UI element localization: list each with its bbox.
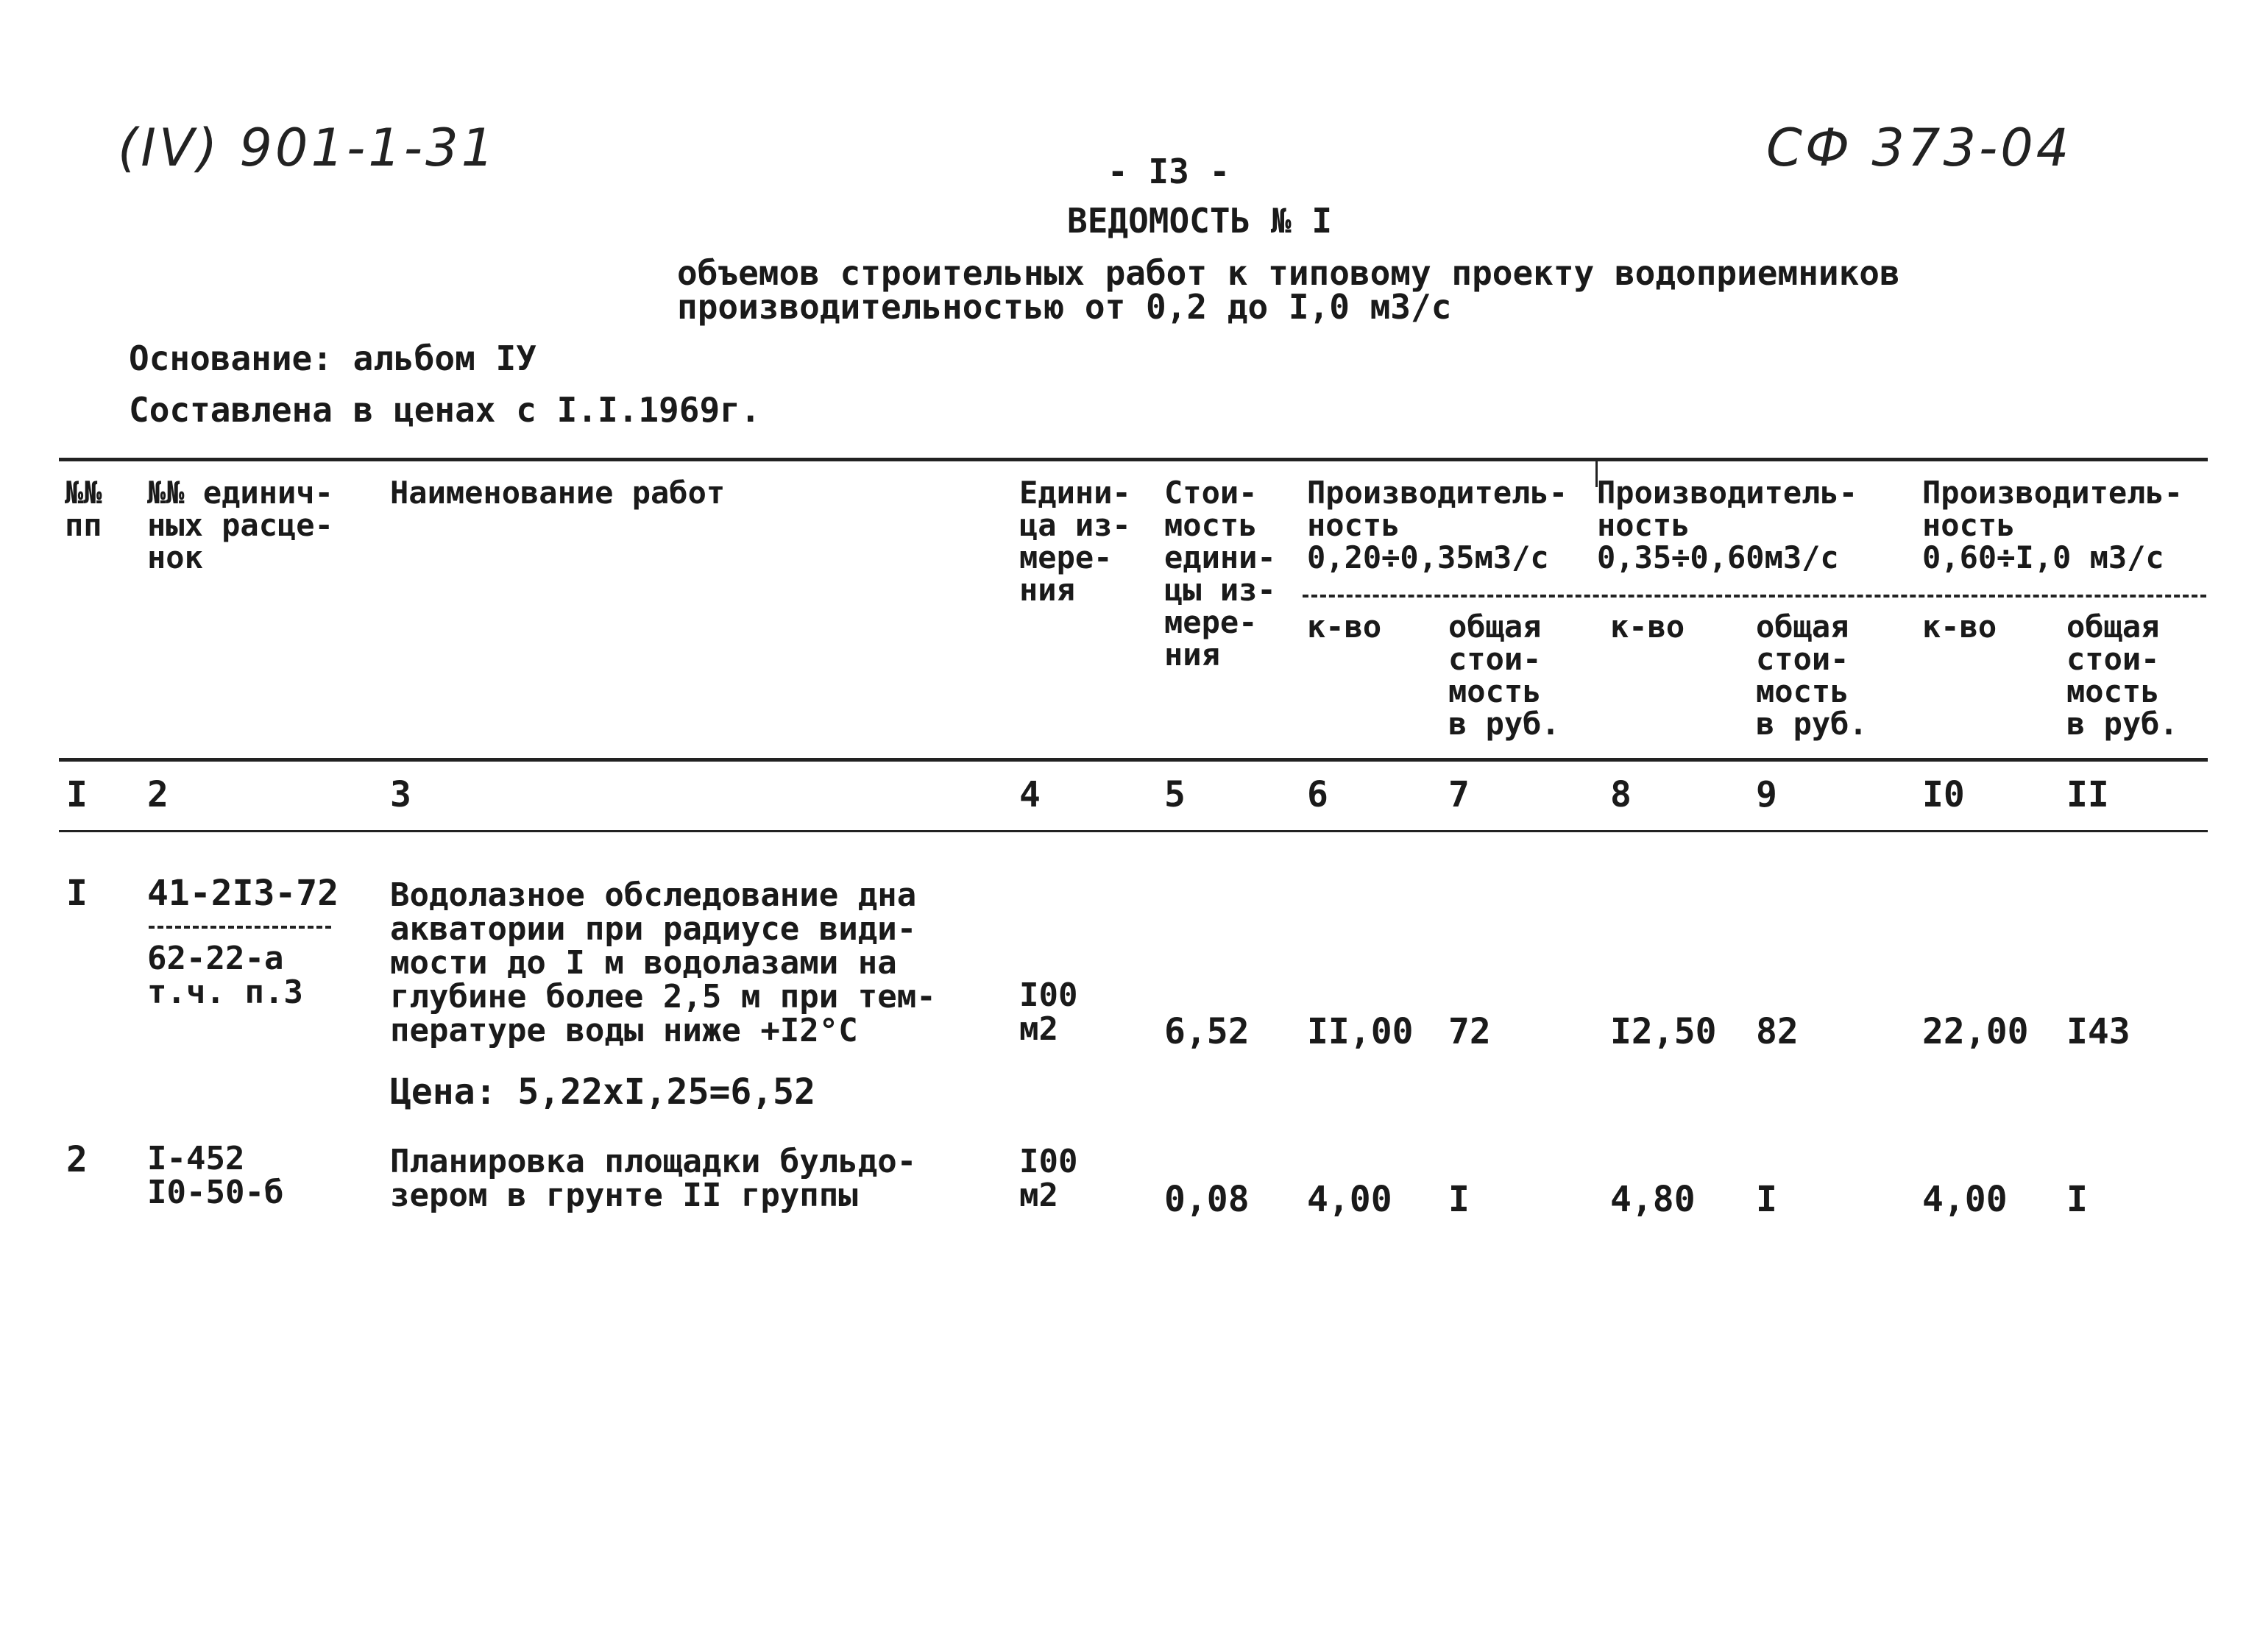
column-number-3: 3 — [390, 774, 411, 815]
header-unit-cost: Стои- мость едини- цы из- мере- ния — [1164, 475, 1276, 673]
column-number-1: I — [66, 774, 88, 815]
row-1-code-top: 41-2I3-72 — [147, 873, 339, 914]
column-number-2: 2 — [147, 774, 169, 815]
table-top-rule — [59, 458, 2208, 461]
header-capacity-group-1: Производитель- ность 0,20÷0,35м3/с — [1307, 475, 1568, 575]
column-number-9: 9 — [1756, 774, 1777, 815]
row-2-unit-cost: 0,08 — [1164, 1179, 1250, 1220]
row-1-price-note: Цена: 5,22хI,25=6,52 — [390, 1071, 815, 1113]
column-numbers-bottom-rule — [59, 830, 2208, 832]
basis-text: Основание: альбом IУ — [129, 338, 536, 378]
prices-text: Составлена в ценах с I.I.1969г. — [129, 390, 761, 430]
document-code-right: СФ 373-04 — [1766, 118, 2072, 178]
column-number-7: 7 — [1448, 774, 1470, 815]
column-number-11: II — [2066, 774, 2109, 815]
row-1-total-3: I43 — [2066, 1011, 2130, 1052]
header-unit: Едини- ца из- мере- ния — [1019, 475, 1131, 608]
row-1-work-name: Водолазное обследование дна акватории при радиусе види- мости до I м водолазами на глубине более 2,5 м при тем- пературе воды ниже +I2°С — [390, 876, 936, 1049]
header-qty-1: к-во — [1307, 609, 1382, 645]
column-number-10: I0 — [1922, 774, 1965, 815]
header-qty-2: к-во — [1610, 609, 1685, 645]
row-2-unit: I00 м2 — [1019, 1143, 1078, 1214]
row-1-total-1: 72 — [1448, 1011, 1491, 1052]
row-1-qty-1: II,00 — [1307, 1011, 1414, 1052]
row-1-number: I — [66, 873, 88, 914]
row-1-qty-2: I2,50 — [1610, 1011, 1717, 1052]
row-2-qty-2: 4,80 — [1610, 1179, 1696, 1220]
header-total-3: общая стои- мость в руб. — [2066, 609, 2178, 742]
row-2-qty-3: 4,00 — [1922, 1179, 2008, 1220]
header-rate-number: №№ единич- ных расце- нок — [147, 475, 333, 575]
row-2-code: I-452 I0-50-б — [147, 1140, 284, 1211]
header-capacity-group-2: Производитель- ность 0,35÷0,60м3/с — [1597, 475, 1858, 575]
row-2-total-2: I — [1756, 1179, 1777, 1220]
row-1-unit: I00 м2 — [1019, 976, 1078, 1048]
row-1-qty-3: 22,00 — [1922, 1011, 2029, 1052]
page-number: - I3 - — [1108, 152, 1230, 191]
header-row-number: №№ пп — [65, 475, 102, 543]
row-2-qty-1: 4,00 — [1307, 1179, 1392, 1220]
column-number-4: 4 — [1019, 774, 1041, 815]
row-1-total-2: 82 — [1756, 1011, 1799, 1052]
row-1-code-bottom: 62-22-а т.ч. п.3 — [147, 940, 303, 1011]
row-2-total-1: I — [1448, 1179, 1470, 1220]
row-1-code-divider — [149, 926, 331, 929]
header-bottom-rule — [59, 758, 2208, 762]
header-total-2: общая стои- мость в руб. — [1756, 609, 1868, 742]
header-group-dashed-rule — [1303, 595, 2206, 598]
column-number-5: 5 — [1164, 774, 1186, 815]
document-code-left: (IV) 901-1-31 — [118, 118, 497, 178]
subtitle-line-1: объемов строительных работ к типовому проекту водоприемников — [677, 253, 1900, 293]
column-number-6: 6 — [1307, 774, 1328, 815]
row-2-number: 2 — [66, 1139, 88, 1180]
row-2-work-name: Планировка площадки бульдо- зером в грунте II группы — [390, 1143, 917, 1214]
header-capacity-group-3: Производитель- ность 0,60÷I,0 м3/с — [1922, 475, 2183, 575]
row-1-unit-cost: 6,52 — [1164, 1011, 1250, 1052]
page-title: ВЕДОМОСТЬ № I — [1067, 201, 1333, 241]
header-qty-3: к-во — [1922, 609, 1997, 645]
header-work-name: Наименование работ — [390, 475, 726, 511]
row-2-total-3: I — [2066, 1179, 2088, 1220]
subtitle-line-2: производительностью от 0,2 до I,0 м3/с — [677, 287, 1452, 327]
header-total-1: общая стои- мость в руб. — [1448, 609, 1560, 742]
column-number-8: 8 — [1610, 774, 1632, 815]
